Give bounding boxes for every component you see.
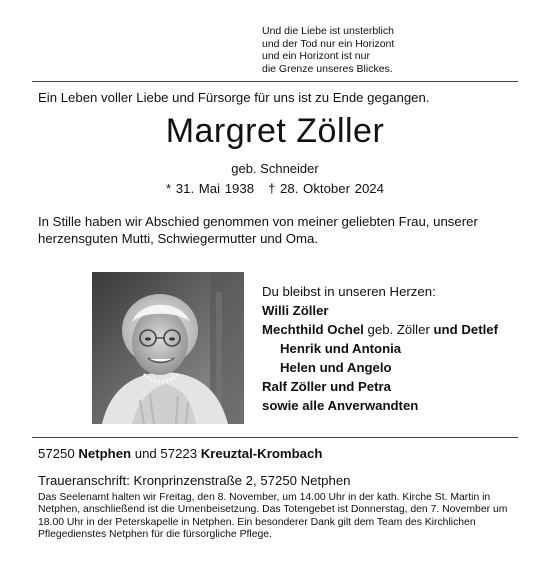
born-name: geb. Schneider xyxy=(231,161,319,176)
portrait-image xyxy=(92,272,244,424)
bottom-divider xyxy=(32,437,518,438)
motto-line: die Grenze unseres Blickes. xyxy=(262,62,393,75)
life-dates xyxy=(0,181,550,196)
town-name: Netphen xyxy=(78,446,132,461)
mourners-list xyxy=(262,282,498,415)
mourners-intro: Du bleibst in unseren Herzen: xyxy=(262,284,436,299)
farewell-text: In Stille haben wir Abschied genommen von meiner geliebten Frau, unserer herzensguten Mutti, Schwiegermutter und Oma. xyxy=(38,214,478,246)
mourner-name xyxy=(262,320,498,339)
town-name: Kreuztal-Krombach xyxy=(200,446,323,461)
intro-text: Ein Leben voller Liebe und Fürsorge für uns ist zu Ende gegangen. xyxy=(38,90,430,105)
mourner-name-part: Mechthild Ochel xyxy=(262,322,364,337)
top-divider xyxy=(32,81,518,82)
mourner-name: Helen und Angelo xyxy=(280,360,392,375)
birth-date: * 31. Mai 1938 xyxy=(166,181,255,196)
portrait-photo xyxy=(92,272,244,424)
mourning-address: Traueranschrift: Kronprinzenstraße 2, 57250 Netphen xyxy=(38,473,351,488)
mourner-name: Ralf Zöller und Petra xyxy=(262,379,391,394)
motto-line: Und die Liebe ist unsterblich xyxy=(262,25,394,37)
motto-line: und der Tod nur ein Horizont xyxy=(262,37,395,50)
mourner-name-part: und Detlef xyxy=(433,322,498,337)
place-line xyxy=(38,446,322,461)
zip-connector: und 57223 xyxy=(131,446,201,461)
zip-code: 57250 xyxy=(38,446,79,461)
mourner-name: Willi Zöller xyxy=(262,303,329,318)
service-notice: Das Seelenamt halten wir Freitag, den 8. November, um 14.00 Uhr in der kath. Kirche St. Martin in Netphen, anschließend ist die Urnenbeisetzung. Das Totengebet ist Donnerstag, den 7. November um 18.00 Uhr in der Peterskapelle in Netphen. Ein besonderer Dank gilt dem Team des Kirchlichen Pflegedienstes Netphen für die fürsorgliche Pflege. xyxy=(38,492,508,541)
mourner-name-part: geb. Zöller xyxy=(363,322,434,337)
deceased-name: Margret Zöller xyxy=(165,112,385,150)
mourner-name: sowie alle Anverwandten xyxy=(262,398,419,413)
motto-line: und ein Horizont ist nur xyxy=(262,50,370,63)
mourner-name: Henrik und Antonia xyxy=(280,341,402,356)
motto-poem xyxy=(262,25,394,75)
death-date: † 28. Oktober 2024 xyxy=(268,181,384,196)
